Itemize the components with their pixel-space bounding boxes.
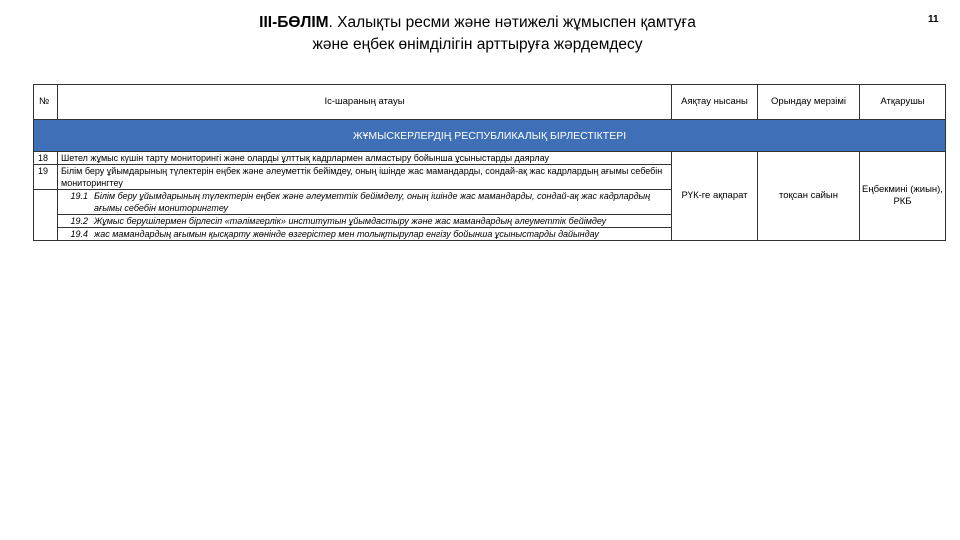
page-title — [150, 12, 805, 56]
subrow-text: Жұмыс берушілермен бірлесіп «тәлімгерлік» институтын ұйымдастыру және жас мамандардың әлеуметтік бейімдеу — [94, 216, 607, 226]
measures-table — [33, 84, 946, 241]
subrow-text: Білім беру ұйымдарының түлектерін еңбек және әлеуметтік бейімделу, оның ішінде жас мамандарды, сондай-ақ жас кадрлардың ағымы себебін мониторингтеу — [94, 191, 651, 213]
subrows-spacer — [34, 190, 58, 241]
deadline-cell: тоқсан сайын — [758, 152, 860, 241]
title-part-label: III-БӨЛІМ — [259, 14, 329, 31]
row-number: 19 — [34, 165, 58, 190]
subrows-cell — [58, 190, 672, 241]
table-row — [34, 152, 946, 165]
list-item — [58, 214, 671, 227]
subrow-number: 19.1 — [70, 191, 88, 201]
executors-cell: Еңбекмині (жиын), РКБ — [860, 152, 946, 241]
title-line2: және еңбек өнімділігін арттыруға жәрдемдесу — [312, 36, 643, 53]
row-text: Білім беру ұйымдарының түлектерін еңбек және әлеуметтік бейімдеу, оның ішінде жас мамандарды, сондай-ақ жас кадрлардың ағымы себебін мониторингтеу — [58, 165, 672, 190]
header-number: № — [34, 85, 58, 120]
header-deadline: Орындау мерзімі — [758, 85, 860, 120]
list-item — [58, 227, 671, 240]
subrow-text: жас мамандардың ағымын қысқарту жөнінде өзгерістер мен толықтырулар енгізу бойынша ұсыныстарды дайындау — [94, 229, 599, 239]
subrow-number: 19.4 — [70, 229, 88, 239]
form-cell: РҮК-ге ақпарат — [672, 152, 758, 241]
header-executors: Атқарушы — [860, 85, 946, 120]
subrow-number: 19.2 — [70, 216, 88, 226]
page-number: 11 — [928, 14, 939, 25]
header-name: Іс-шараның атауы — [58, 85, 672, 120]
header-form: Аяқтау нысаны — [672, 85, 758, 120]
section-row — [34, 120, 946, 152]
row-text: Шетел жұмыс күшін тарту мониторингі және оларды ұлттық кадрлармен алмастыру бойынша ұсыныстарды даярлау — [58, 152, 672, 165]
row-number: 18 — [34, 152, 58, 165]
title-line1: . Халықты ресми және нәтижелі жұмыспен қамтуға — [328, 14, 696, 31]
section-title: ЖҰМЫСКЕРЛЕРДІҢ РЕСПУБЛИКАЛЫҚ БІРЛЕСТІКТЕРІ — [34, 120, 946, 152]
list-item — [58, 190, 671, 214]
table-header-row — [34, 85, 946, 120]
